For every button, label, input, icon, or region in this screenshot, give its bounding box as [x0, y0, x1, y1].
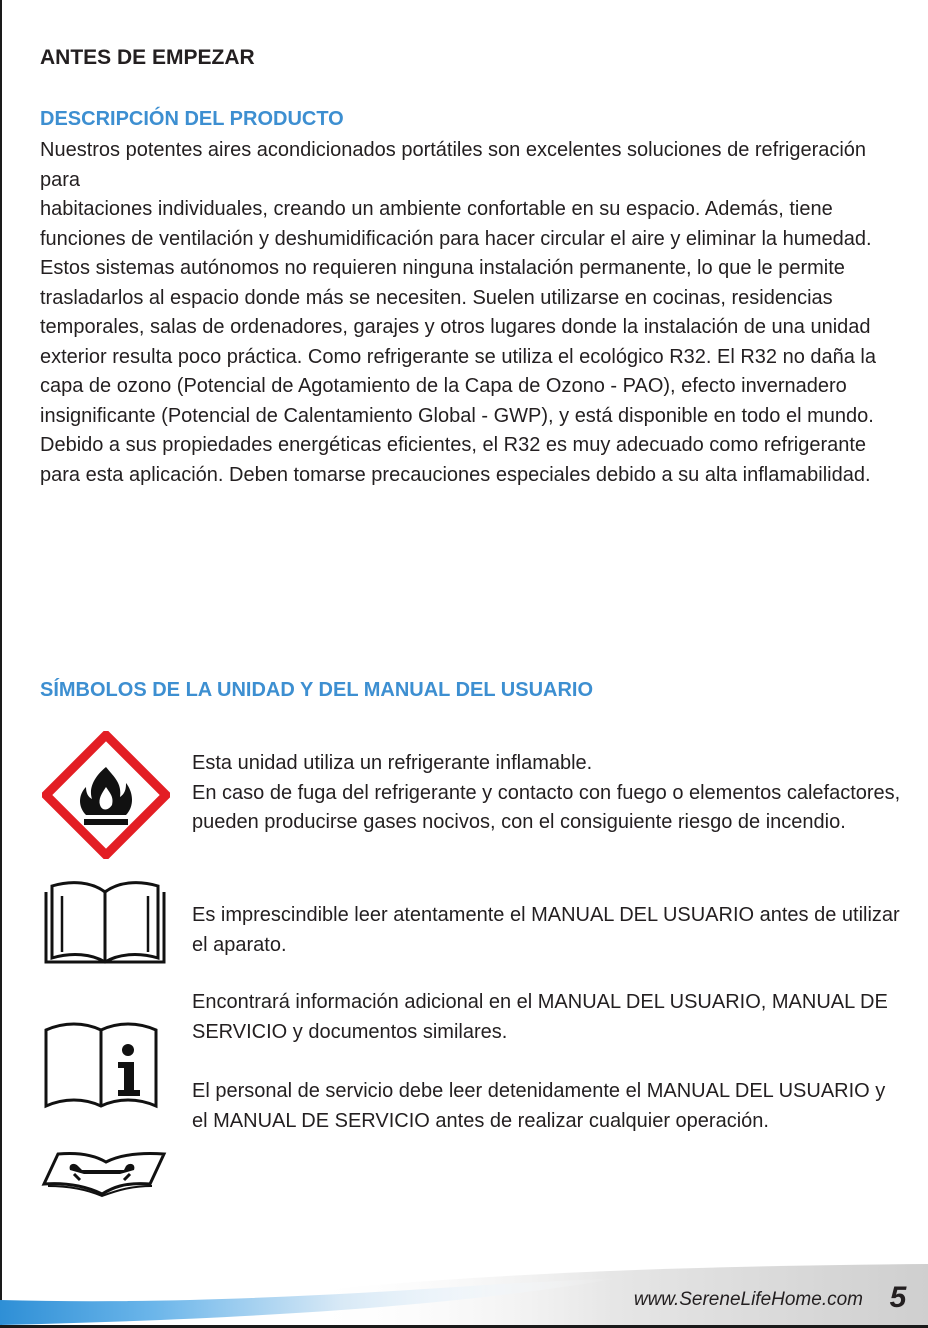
manual-info-icon	[42, 1018, 160, 1110]
description-paragraph: Nuestros potentes aires acondicionados portátiles son excelentes soluciones de refrigeración para	[40, 139, 867, 191]
flammable-warning-icon	[42, 731, 170, 859]
symbol-text-manual	[192, 901, 904, 960]
symbols-heading: SÍMBOLOS DE LA UNIDAD Y DEL MANUAL DEL USUARIO	[40, 679, 594, 701]
symbol-line: Es imprescindible leer atentamente el MANUAL DEL USUARIO antes de utilizar el aparato.	[192, 904, 900, 956]
section-title: ANTES DE EMPEZAR	[40, 46, 255, 69]
symbol-text-info	[192, 988, 904, 1047]
description-paragraph: Debido a sus propiedades energéticas eficientes, el R32 es muy adecuado como refrigerante para esta aplicación. Deben tomarse precauciones especiales debido a su alta inflamabilidad.	[40, 434, 871, 486]
description-body	[40, 136, 900, 490]
symbol-text-flammable	[192, 749, 904, 838]
symbol-line: En caso de fuga del refrigerante y contacto con fuego o elementos calefactores, pueden producirse gases nocivos, con el consiguiente riesgo de incendio.	[192, 781, 901, 833]
page-number: 5	[889, 1281, 907, 1314]
service-manual-wrench-icon	[40, 1148, 170, 1198]
symbol-text-service	[192, 1077, 904, 1136]
description-paragraph: habitaciones individuales, creando un ambiente confortable en su espacio. Además, tiene funciones de ventilación y deshumidificación para hacer circular el aire y eliminar la humedad. Estos sistemas autónomos no requieren ninguna instalación permanente, lo que le permite trasladarlos al espacio donde más se necesiten. Suelen utilizarse en cocinas, residencias temporales, salas de ordenadores, garajes y otros lugares donde la instalación de una unidad exterior resulta poco práctica. Como refrigerante se utiliza el ecológico R32. El R32 no daña la capa de ozono (Potencial de Agotamiento de la Capa de Ozono - PAO), efecto invernadero insignificante (Potencial de Calentamiento Global - GWP), y está disponible en todo el mundo.	[40, 198, 876, 427]
description-heading: DESCRIPCIÓN DEL PRODUCTO	[40, 108, 344, 130]
page-border-left	[0, 0, 2, 1328]
symbol-line: El personal de servicio debe leer detenidamente el MANUAL DEL USUARIO y el MANUAL DE SERVICIO antes de realizar cualquier operación.	[192, 1080, 886, 1132]
symbol-line: Esta unidad utiliza un refrigerante inflamable.	[192, 752, 593, 774]
open-manual-icon	[42, 878, 168, 966]
symbol-line: Encontrará información adicional en el MANUAL DEL USUARIO, MANUAL DE SERVICIO y documentos similares.	[192, 991, 888, 1043]
footer-website-link[interactable]: www.SereneLifeHome.com	[633, 1289, 863, 1310]
